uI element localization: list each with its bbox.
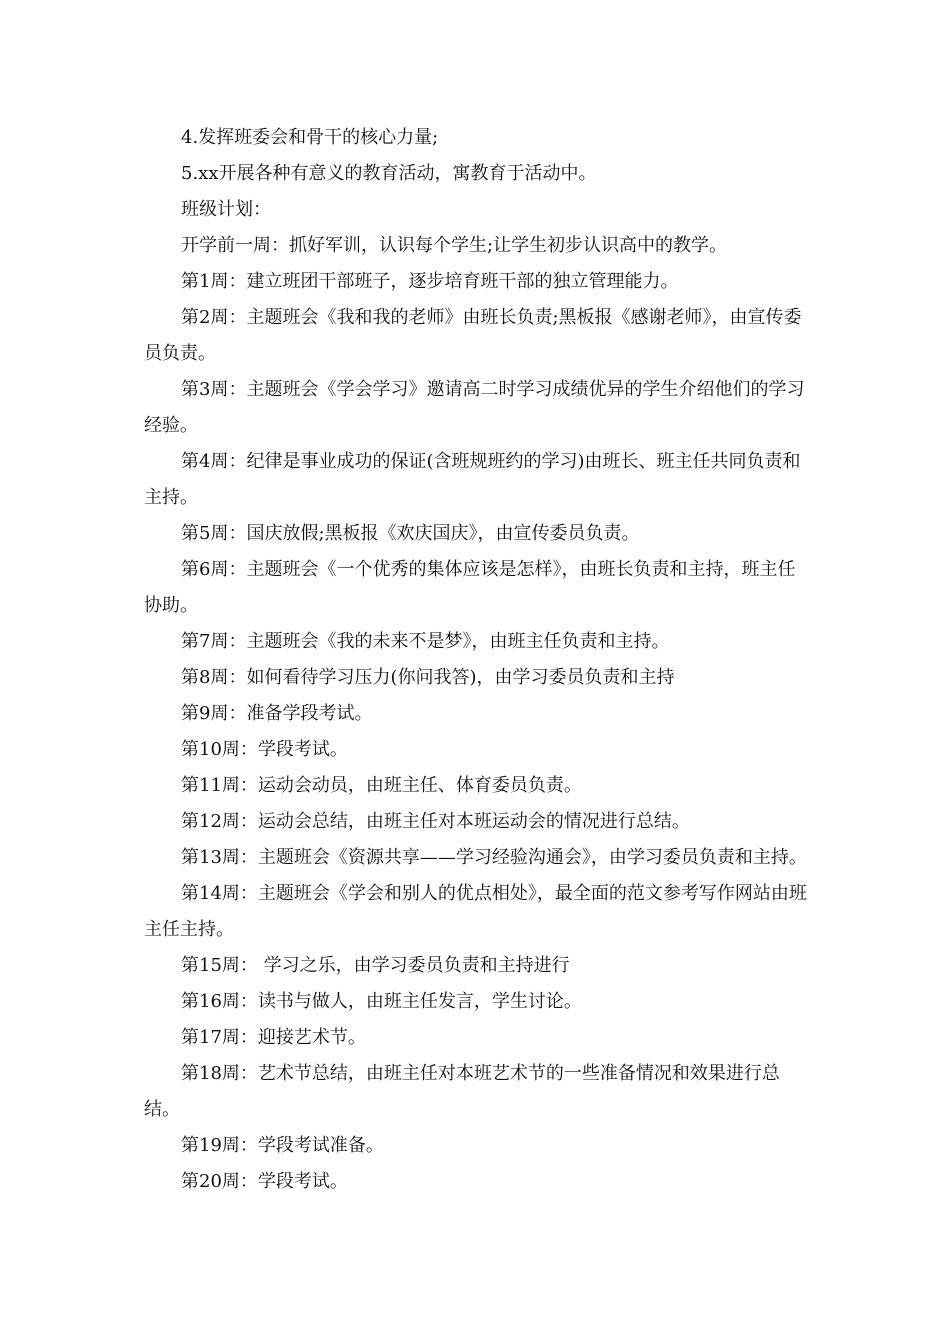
- paragraph-week-16: 第16周：读书与做人，由班主任发言，学生讨论。: [181, 991, 582, 1012]
- paragraph-week-13: 第13周：主题班会《资源共享——学习经验沟通会》，由学习委员负责和主持。: [181, 847, 807, 868]
- paragraph-week-2: 第2周：主题班会《我和我的老师》由班长负责;黑板报《感谢老师》，由宣传委员负责。: [144, 307, 802, 364]
- paragraph-goal-4: 4.发挥班委会和骨干的核心力量;: [181, 127, 439, 148]
- paragraph-week-8: 第8周：如何看待学习压力(你问我答)，由学习委员负责和主持: [181, 667, 675, 688]
- section-heading-class-plan: 班级计划：: [181, 199, 271, 220]
- paragraph-goal-5: 5.xx开展各种有意义的教育活动，寓教育于活动中。: [181, 163, 597, 184]
- paragraph-week-6: 第6周：主题班会《一个优秀的集体应该是怎样》，由班长负责和主持，班主任协助。: [144, 559, 796, 616]
- paragraph-week-10: 第10周：学段考试。: [181, 739, 348, 760]
- paragraph-pre-week: 开学前一周：抓好军训，认识每个学生;让学生初步认识高中的教学。: [181, 235, 728, 256]
- paragraph-week-9: 第9周：准备学段考试。: [181, 703, 373, 724]
- paragraph-week-12: 第12周：运动会总结，由班主任对本班运动会的情况进行总结。: [181, 811, 690, 832]
- paragraph-week-15: 第15周： 学习之乐，由学习委员负责和主持进行: [181, 955, 570, 976]
- paragraph-week-1: 第1周：建立班团干部班子，逐步培育班干部的独立管理能力。: [181, 271, 679, 292]
- paragraph-week-4: 第4周：纪律是事业成功的保证(含班规班约的学习)由班长、班主任共同负责和主持。: [144, 451, 801, 508]
- paragraph-week-5: 第5周：国庆放假;黑板报《欢庆国庆》，由宣传委员负责。: [181, 523, 640, 544]
- paragraph-week-7: 第7周：主题班会《我的未来不是梦》，由班主任负责和主持。: [181, 631, 670, 652]
- paragraph-week-18: 第18周：艺术节总结，由班主任对本班艺术节的一些准备情况和效果进行总结。: [144, 1063, 780, 1120]
- paragraph-week-11: 第11周：运动会动员，由班主任、体育委员负责。: [181, 775, 582, 796]
- paragraph-week-19: 第19周：学段考试准备。: [181, 1135, 384, 1156]
- paragraph-week-17: 第17周：迎接艺术节。: [181, 1027, 366, 1048]
- paragraph-week-14: 第14周：主题班会《学会和别人的优点相处》，最全面的范文参考写作网站由班主任主持。: [144, 883, 807, 940]
- paragraph-week-20: 第20周：学段考试。: [181, 1171, 348, 1192]
- document-page: [144, 120, 808, 1200]
- paragraph-week-3: 第3周：主题班会《学会学习》邀请高二时学习成绩优异的学生介绍他们的学习经验。: [144, 379, 805, 436]
